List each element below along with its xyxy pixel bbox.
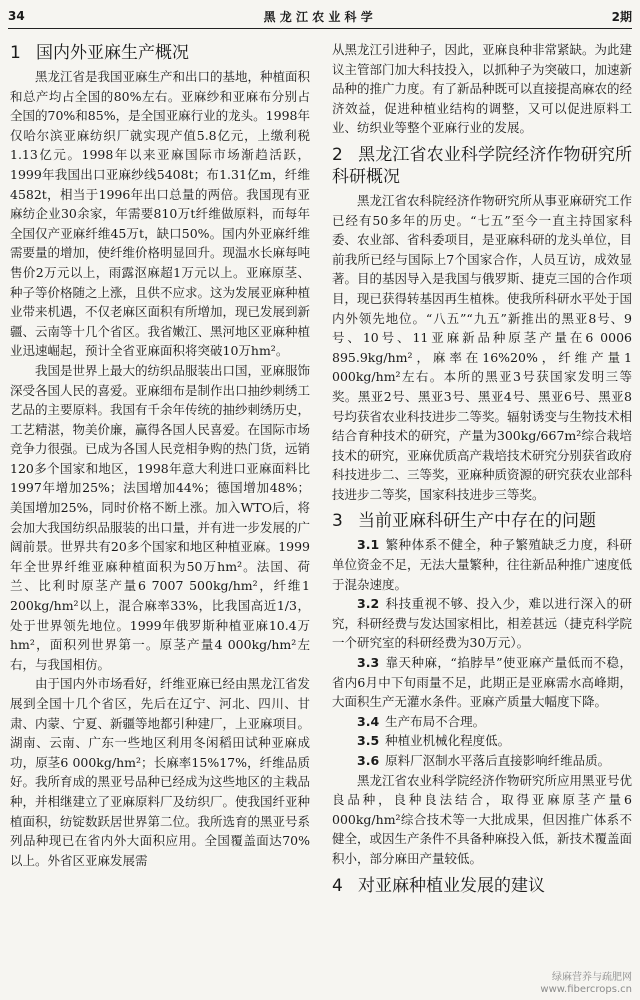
paragraph: 黑龙江省是我国亚麻生产和出口的基地，种植面积和总产均占全国的80%左右。亚麻纱和亚麻布分别占全国的70%和85%，是全国亚麻行业的龙头。1998年仅哈尔滨亚麻纺织厂就实现产值5.8亿元，上缴利税1.13亿元。1998年以来亚麻国际市场渐趋活跃，1999年我国出口亚麻纱线5408t；布1.31亿m，纤维4582t，相当于1996年出口总量的两倍。我国现有亚麻纺企业30余家，年需要810万t纤维做原料，而每年全国仅产亚麻纤维45万t，缺口50%。国内外亚麻纤维需要量的增加，使纤维价格明显回升。现温水长麻每吨售价2万元以上，雨露沤麻超1万元以上。亚麻原茎、种子等价格随之上涨，且供不应求。这为发展亚麻种植业带来机遇，不仅老麻区面积有所增加，现已发展到新疆、云南等十几个省区。我省嫩江、黑河地区亚麻种植业迅速崛起，预计全省亚麻面积将突破10万hm²。 xyxy=(10,69,311,359)
subsection-3-4: 3.4 生产布局不合理。 xyxy=(357,713,486,729)
subsection-3-3: 3.3 靠天种麻，“掐脖旱”使亚麻产量低而不稳，省内6月中下旬雨量不足，此期正是亚麻需水高峰期，大面积生产无灌水条件。亚麻产质量大幅度下降。 xyxy=(332,655,632,710)
section-heading-4: 4 对亚麻种植业发展的建议 xyxy=(332,875,545,896)
section-heading-1: 1 国内外亚麻生产概况 xyxy=(10,43,189,63)
page-number: 34 xyxy=(8,9,25,23)
subsection-3-5: 3.5 种植业机械化程度低。 xyxy=(357,733,511,749)
section-heading-2: 2 黑龙江省农业科学院经济作物研究所科研概况 xyxy=(332,144,632,187)
left-column xyxy=(10,40,310,870)
section-heading-3: 3 当前亚麻科研生产中存在的问题 xyxy=(332,511,596,532)
right-column xyxy=(332,40,632,900)
paragraph-continued: 从黑龙江引进种子，因此，亚麻良种非常紧缺。为此建议主管部门加大科技投入，以抓种子为突破口，加速新品种的推广力度。有了新品种既可以直接提高麻农的经济效益，促进种植业结构的调整，又可以促进原料工业、纺织业等整个亚麻行业的发展。 xyxy=(332,42,633,136)
subsection-3-2: 3.2 科技重视不够、投入少，难以进行深入的研究，科研经费与发达国家相比，相差甚远（捷克科学院一个研究室的科研经费为30万元）。 xyxy=(332,596,633,651)
journal-name: 黑 龙 江 农 业 科 学 xyxy=(263,9,373,24)
header-rule xyxy=(8,28,632,29)
paragraph: 我国是世界上最大的纺织品服装出口国，亚麻服饰深受各国人民的喜爱。亚麻细布是制作出口抽纱刺绣工艺品的主要原料。我国有千余年传统的抽纱刺绣历史，工艺精湛，物美价廉，赢得各国人民喜爱。在国际市场竞争力很强。已成为各国人民竞相争购的热门货，远销120多个国家和地区，1998年意大利进口亚麻面料比1997年增加25%；法国增加44%；德国增加48%；美国增加25%，同时价格不断上涨。加入WTO后，将会加大我国纺织品服装的出口量，并有进一步发展的广阔前景。世界共有20多个国家和地区种植亚麻。1999年全世界纤维亚麻种植面积为50万hm²。法国、荷兰、比利时原茎产量6 7007 500kg/hm²，纤维1 200kg/hm²以上，混合麻率33%，比我国高近1/3，处于世界领先地位。1999年俄罗斯种植亚麻10.4万hm²，面积列世界第一。原茎产量4 000kg/hm²左右，与我国相仿。 xyxy=(10,362,311,672)
paragraph: 黑龙江省农科院经济作物研究所从事亚麻研究工作已经有50多年的历史。“七五”至今一直主持国家科委、农业部、省科委项目，是亚麻科研的龙头单位，目前我所已经与国际上7个国家合作，人员互访，成效显著。目的基因导入是我国与俄罗斯、捷克三国的合作项目，现已获得转基因再生植株。使我所科研水平处于国内外领先地位。“八五”“九五”新推出的黑亚8号、9号、10号、11亚麻新品种原茎产量在6 0006 895.9kg/hm²，麻率在16%20%，纤维产量1 000kg/hm²左右。本所的黑亚3号获国家发明三等奖。黑亚2号、黑亚3号、黑亚4号、黑亚6号、黑亚8号均获省农业科技进步二等奖。辐射诱变与生物技术相结合育种技术的研究，产量为300kg/667m²综合栽培技术的研究，亚麻优质高产栽培技术研究分别获省政府科技进步二、三等奖，亚麻种质资源的研究获农业部科技进步二等奖，国家科技进步三等奖。 xyxy=(332,192,633,502)
watermark: 绿麻营养与疏肥网 www.fibercrops.cn xyxy=(540,972,632,995)
issue-label: 2期 xyxy=(611,9,632,24)
subsection-3-1: 3.1 繁种体系不健全，种子繁殖缺乏力度，科研单位资金不足，无法大量繁种，往往新品种推广速度低于混杂速度。 xyxy=(332,537,633,592)
paragraph: 由于国内外市场看好，纤维亚麻已经由黑龙江省发展到全国十几个省区，先后在辽宁、河北、四川、甘肃、内蒙、宁夏、新疆等地都引种建厂，上亚麻项目。湖南、云南、广东一些地区利用冬闲稻田试种亚麻成功，原茎6 000kg/hm²；长麻率15%17%，纤维品质好。我所育成的黑亚号品种已经成为这些地区的主栽品种，并相继建立了亚麻原料厂及纺织厂。使我国纤亚种植面积，纺锭数跃居世界第二位。我所选育的黑亚号系列品种现已在省内外大面积应用。全国覆盖面达70%以上。外省区亚麻发展需 xyxy=(10,676,311,868)
subsection-3-6: 3.6 原料厂沤制水平落后直接影响纤维品质。 xyxy=(357,753,611,768)
running-header xyxy=(8,6,632,26)
paragraph: 黑龙江省农业科学院经济作物研究所应用黑亚号优良品种，良种良法结合，取得亚麻原茎产量6 000kg/hm²综合技术等一大批成果，但因推广体系不健全，或因生产条件不具备种麻投入低，新技术覆盖面积小，部分麻田产量较低。 xyxy=(332,772,633,866)
